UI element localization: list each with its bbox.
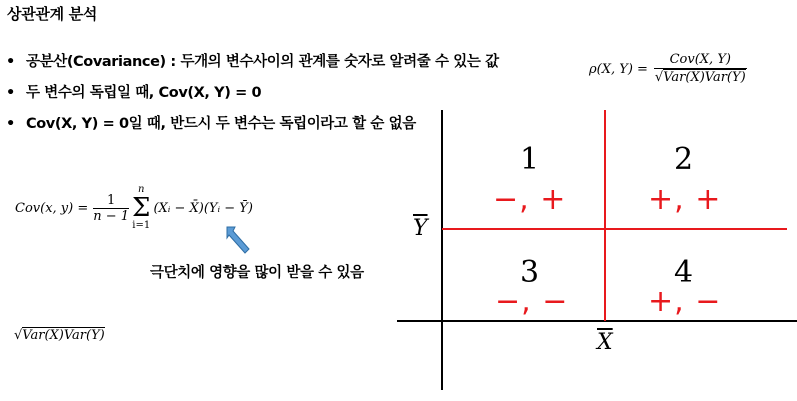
bullet-marker: • [6, 54, 15, 70]
quadrant-1-signs: −, + [493, 182, 567, 217]
cov-frac-num: 1 [93, 193, 129, 209]
outlier-note: 극단치에 영향을 많이 받을 수 있음 [150, 265, 364, 281]
quadrant-2-signs: +, + [648, 182, 722, 217]
y-mean-label: $\overline{Y}$ [413, 216, 428, 241]
x-mean-label: $\overline{X}$ [597, 330, 613, 355]
quadrant-3-number: 3 [520, 255, 540, 290]
cov-term: (Xᵢ − X̄)(Yᵢ − Ȳ) [153, 200, 253, 216]
quadrant-3-signs: −, − [495, 284, 569, 319]
sqrt-symbol: √ [654, 70, 664, 85]
cov-frac-den: n − 1 [93, 208, 130, 224]
sigma-symbol: Σ [132, 193, 151, 223]
cov-sum-bottom: i=1 [132, 220, 151, 231]
bullet-marker: • [6, 85, 15, 101]
bullet-text: Cov(X, Y) = 0일 때, 반드시 두 변수는 독립이라고 할 순 없음 [26, 116, 416, 132]
bullet-text: 두 변수의 독립일 때, Cov(X, Y) = 0 [26, 85, 262, 101]
sqrt-symbol: √ [14, 328, 23, 343]
quadrant-4-signs: +, − [648, 284, 722, 319]
bullet-marker: • [6, 116, 15, 132]
rho-denominator: Var(X)Var(Y) [663, 70, 746, 85]
quadrant-4-number: 4 [674, 255, 694, 290]
cov-sum-top: n [138, 184, 145, 195]
rho-numerator: Cov(X, Y) [654, 52, 747, 69]
bullet-text: 공분산(Covariance) : 두개의 변수사이의 관계를 숫자로 알려줄 수 있는 값 [26, 54, 499, 70]
rho-lhs: ρ(X, Y) = [589, 61, 648, 77]
sqrt-expression-text: Var(X)Var(Y) [22, 328, 105, 343]
slide-title: 상관관계 분석 [7, 5, 98, 23]
cov-lhs: Cov(x, y) = [15, 200, 89, 216]
quadrant-2-number: 2 [674, 142, 694, 177]
quadrant-1-number: 1 [520, 142, 540, 177]
